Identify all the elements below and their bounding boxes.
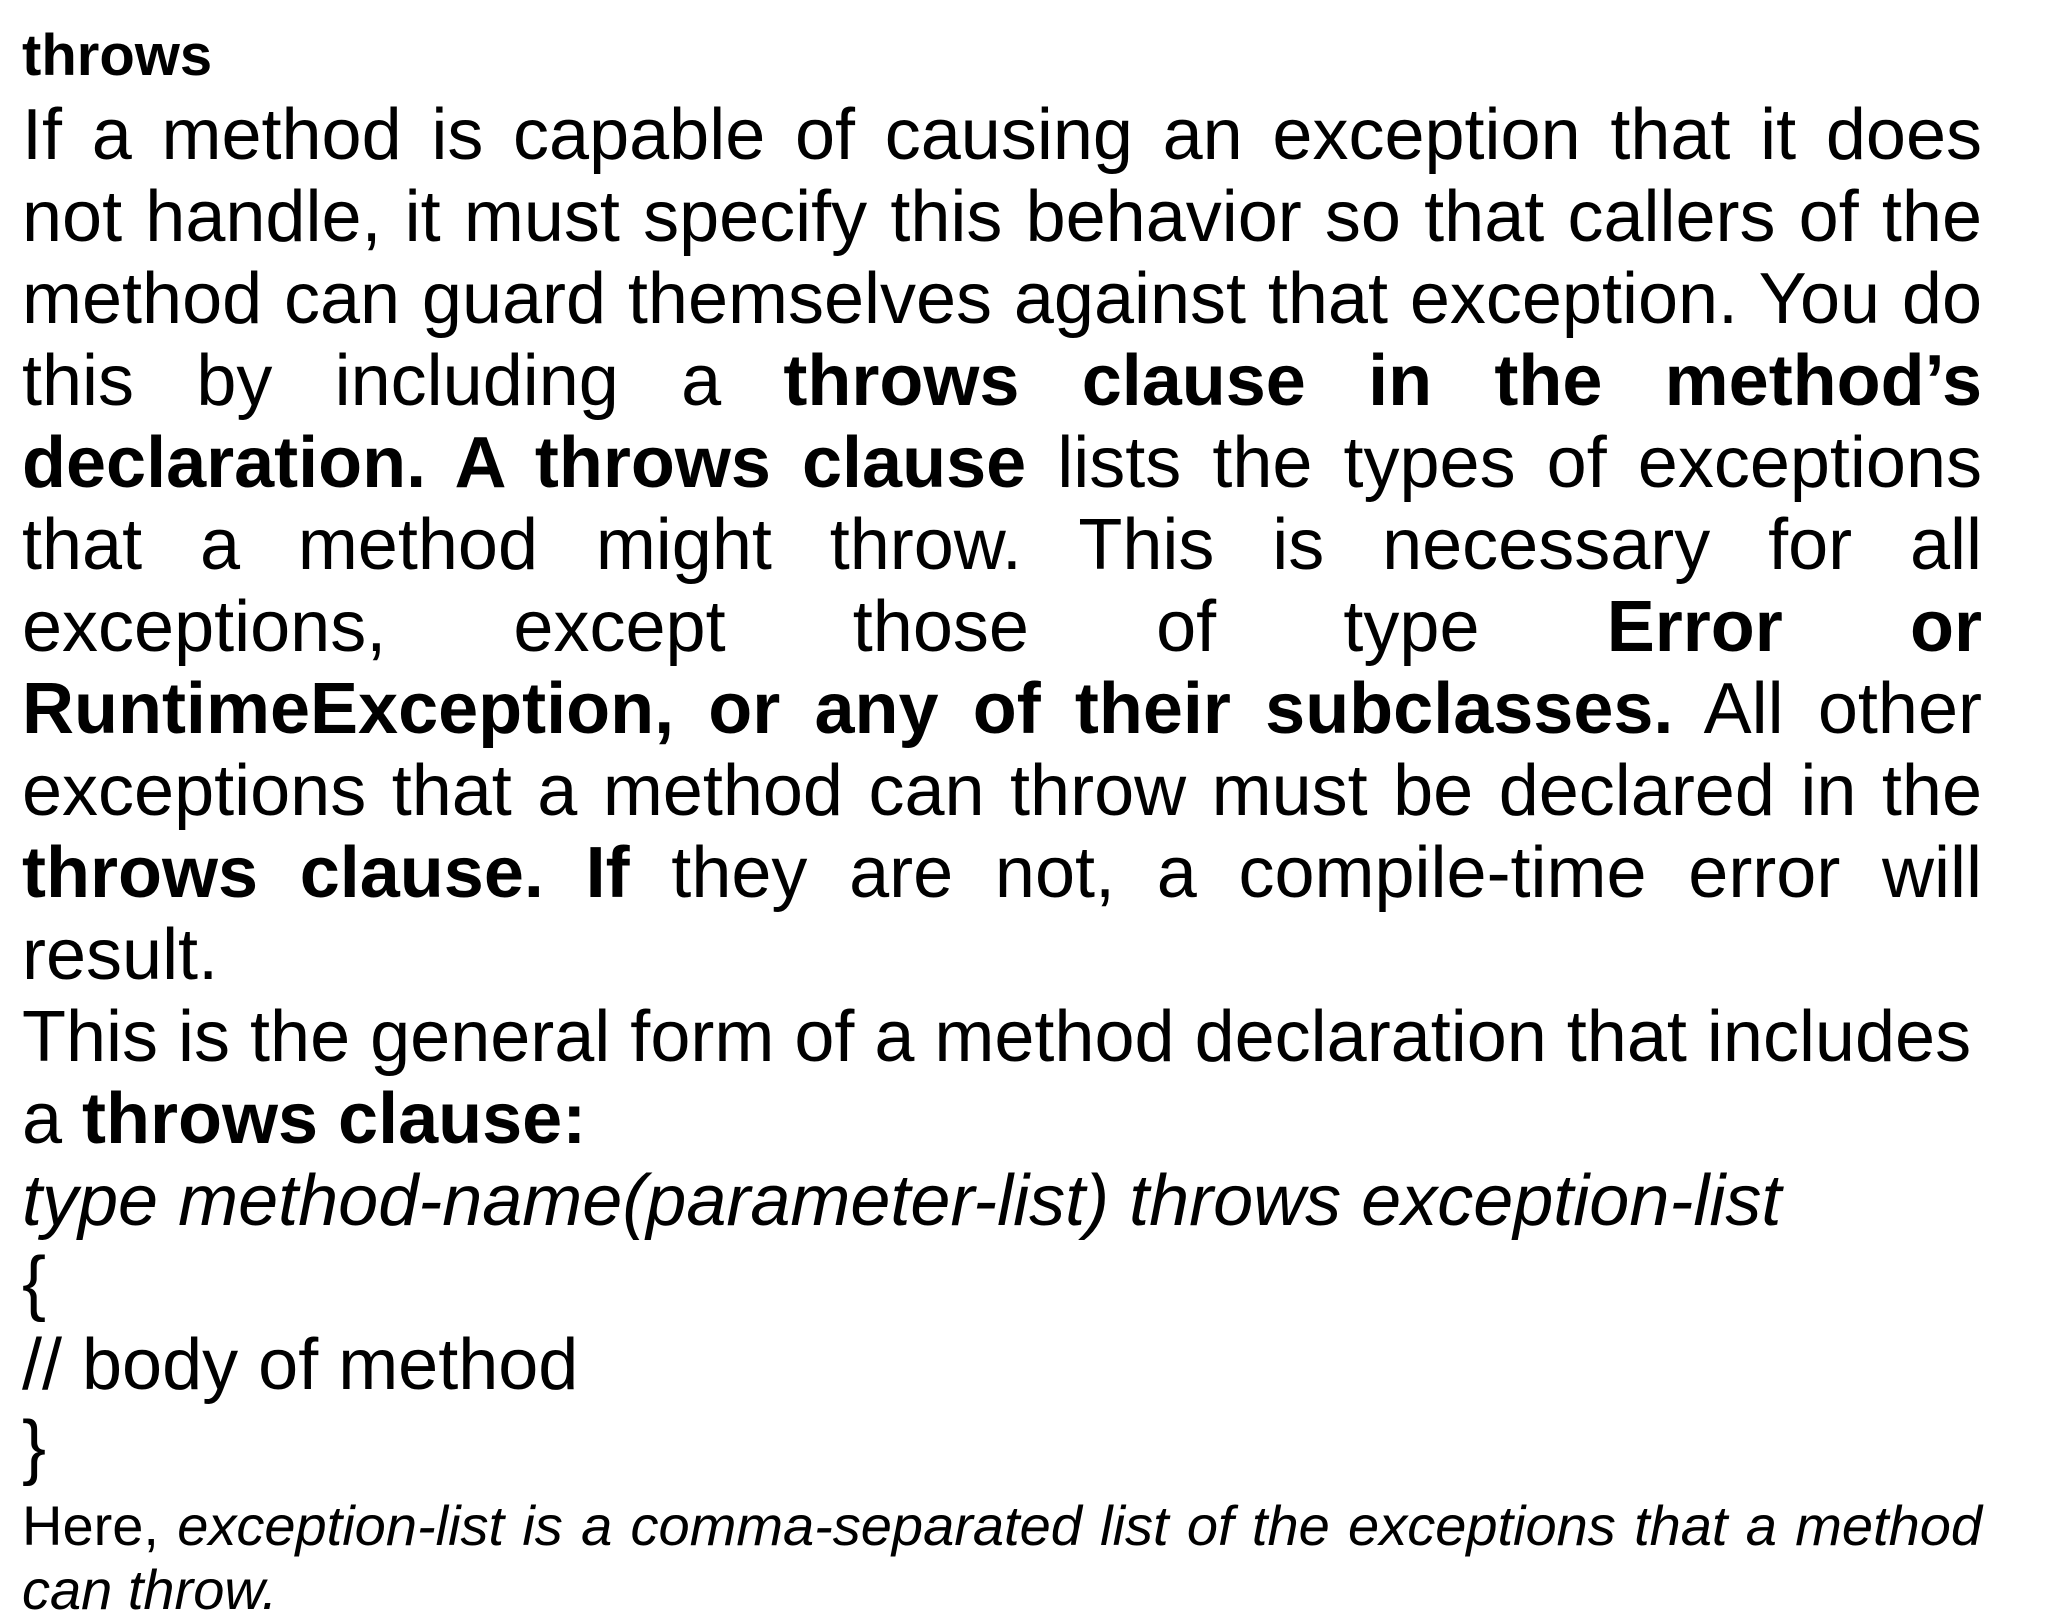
body-comment: // body of method	[22, 1325, 579, 1405]
close-brace: }	[22, 1407, 47, 1487]
para1-text-3: All other exceptions that a method can throw must be declared in the	[22, 669, 1982, 831]
exception-list-note	[22, 1494, 1982, 1622]
open-brace: {	[22, 1243, 47, 1323]
general-form-paragraph	[22, 996, 1982, 1160]
para1-text-4: they are not, a compile-time error will result.	[22, 833, 1982, 995]
para1-bold-2: Error or RuntimeException, or any of their subclasses.	[22, 587, 1982, 749]
para1-text-1: If a method is capable of causing an exception that it does not handle, it must specify this behavior so that callers of the method can guard themselves against that exception. You do this by including a	[22, 95, 1982, 421]
note-text-1: Here,	[22, 1494, 178, 1557]
section-heading: throws	[22, 23, 213, 88]
para1-text-2: lists the types of exceptions that a method might throw. This is necessary for all exceptions, except those of type	[22, 423, 1982, 667]
document-page	[22, 20, 1982, 1622]
throws-explanation-paragraph	[22, 94, 1982, 996]
note-italic-1: exception-list is a comma-separated list of the exceptions that a method can throw.	[22, 1494, 1983, 1621]
para1-bold-3: throws clause. If	[22, 833, 630, 913]
para2-text-1: This is the general form of a method declaration that includes a	[22, 997, 1972, 1159]
para2-bold-1: throws clause:	[82, 1079, 587, 1159]
method-signature: type method-name(parameter-list) throws exception-list	[22, 1161, 1782, 1241]
para1-bold-1: throws clause in the method’s declaration. A throws clause	[22, 341, 1982, 503]
